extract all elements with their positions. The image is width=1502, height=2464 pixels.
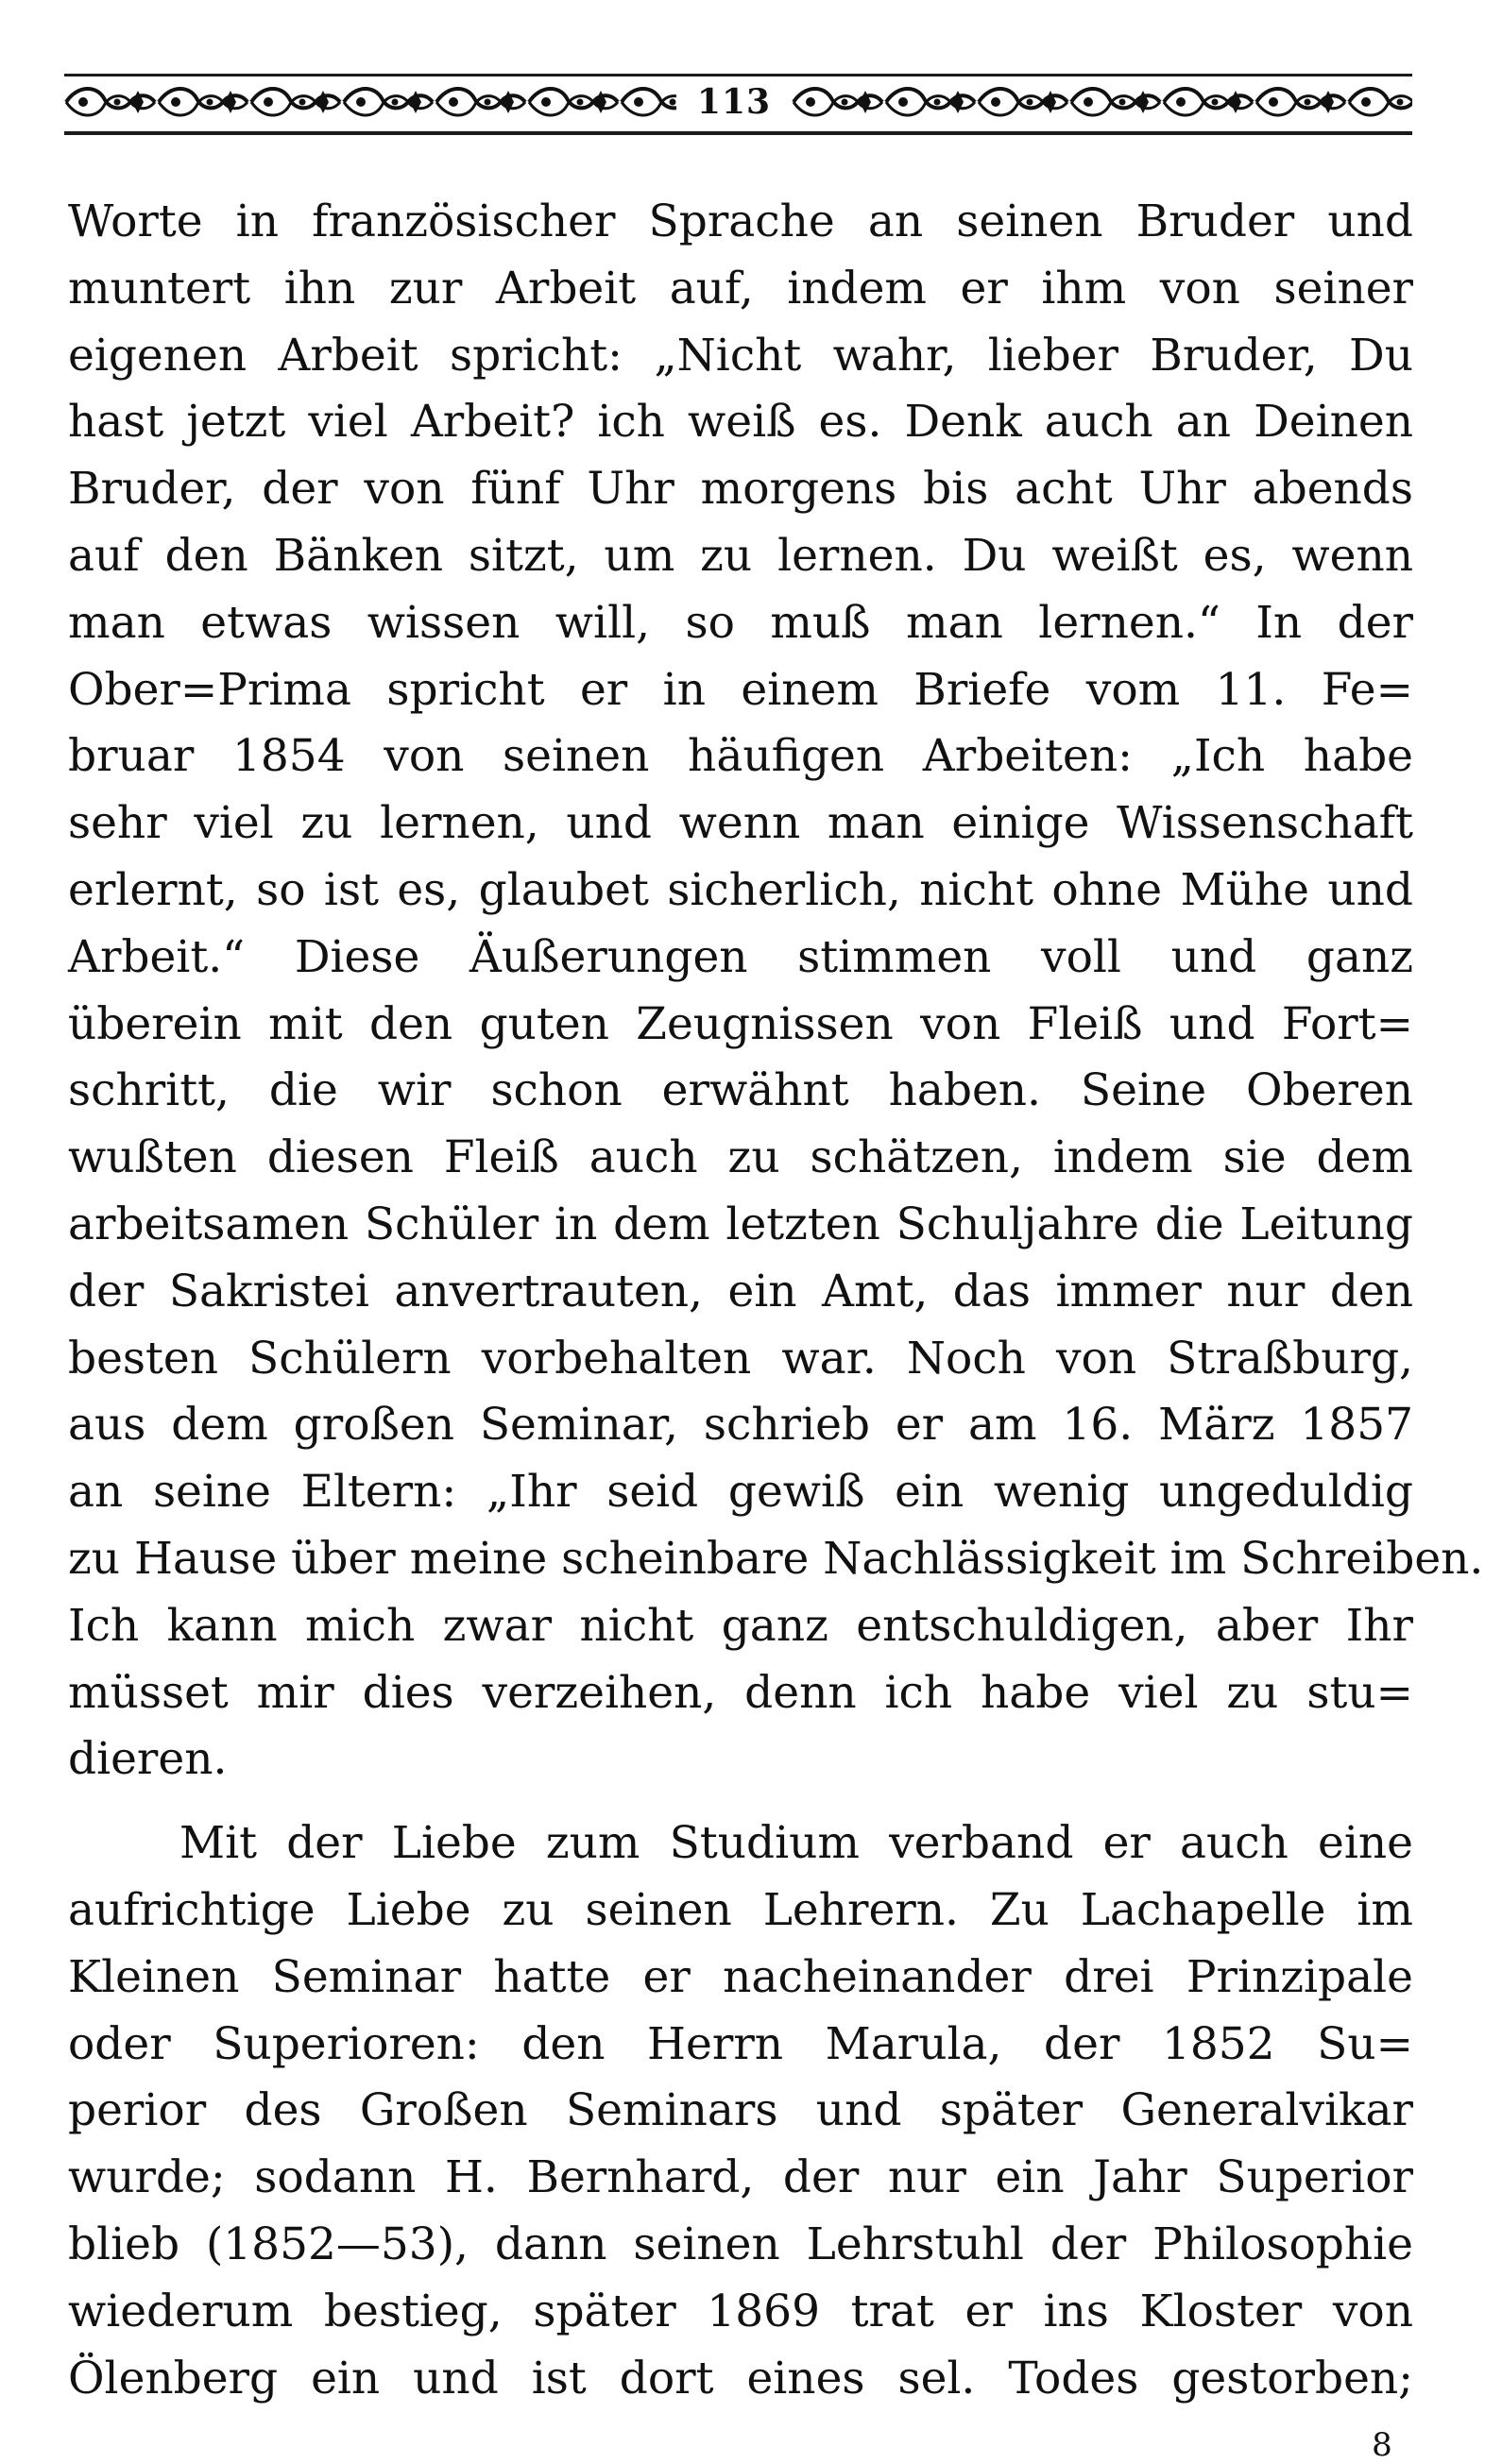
text-line: arbeitsamen Schüler in dem letzten Schuljahre die Leitung	[68, 1198, 1413, 1250]
text-line: Kleinen Seminar hatte er nacheinander drei Prinzipale	[68, 1950, 1413, 2003]
text-line: perior des Großen Seminars und später Generalvikar	[68, 2084, 1413, 2137]
text-line: Arbeit.“ Diese Äußerungen stimmen voll und ganz	[68, 930, 1413, 983]
header-top-rule	[64, 74, 1412, 76]
header-bottom-rule	[64, 131, 1412, 135]
text-line: wurde; sodann H. Bernhard, der nur ein Jahr Superior	[68, 2151, 1413, 2204]
text-line: schritt, die wir schon erwähnt haben. Seine Oberen	[68, 1064, 1413, 1117]
text-line: auf den Bänken sitzt, um zu lernen. Du weißt es, wenn	[68, 529, 1413, 582]
text-line: wußten diesen Fleiß auch zu schätzen, indem sie dem	[68, 1131, 1413, 1184]
text-line: man etwas wissen will, so muß man lernen.“ In der	[68, 596, 1413, 649]
header-ornament-right	[792, 81, 1412, 123]
text-line: blieb (1852—53), dann seinen Lehrstuhl der Philosophie	[68, 2218, 1413, 2270]
text-line: dieren.	[68, 1733, 228, 1786]
text-line: bruar 1854 von seinen häufigen Arbeiten: „Ich habe	[68, 730, 1413, 783]
text-line: aufrichtige Liebe zu seinen Lehrern. Zu Lachapelle im	[68, 1883, 1413, 1936]
text-line: Ölenberg ein und ist dort eines sel. Todes gestorben;	[68, 2352, 1413, 2405]
body-text	[68, 189, 1484, 2412]
text-line: hast jetzt viel Arbeit? ich weiß es. Denk auch an Deinen	[68, 396, 1413, 449]
text-line: der Sakristei anvertrauten, ein Amt, das immer nur den	[68, 1265, 1413, 1317]
text-line: sehr viel zu lernen, und wenn man einige Wissenschaft	[68, 797, 1413, 850]
signature-mark: 8	[1372, 2426, 1392, 2464]
text-line: müsset mir dies verzeihen, denn ich habe viel zu stu=	[68, 1666, 1413, 1719]
page-number: 113	[696, 82, 772, 122]
text-line: erlernt, so ist es, glaubet sicherlich, nicht ohne Mühe und	[68, 863, 1413, 916]
text-line: an seine Eltern: „Ihr seid gewiß ein wenig ungeduldig	[68, 1466, 1413, 1519]
header-ornament-left	[64, 81, 676, 123]
text-line: wiederum bestieg, später 1869 trat er ins Kloster von	[68, 2285, 1413, 2337]
text-line: oder Superioren: den Herrn Marula, der 1852 Su=	[68, 2017, 1413, 2070]
text-line: Worte in französischer Sprache an seinen Bruder und	[68, 195, 1413, 247]
text-line: Ober=Prima spricht er in einem Briefe vom 11. Fe=	[68, 663, 1413, 716]
text-line: eigenen Arbeit spricht: „Nicht wahr, lieber Bruder, Du	[68, 329, 1413, 382]
text-line: Ich kann mich zwar nicht ganz entschuldigen, aber Ihr	[68, 1599, 1413, 1652]
text-line: muntert ihn zur Arbeit auf, indem er ihm von seiner	[68, 262, 1413, 314]
text-line: überein mit den guten Zeugnissen von Fleiß und Fort=	[68, 997, 1413, 1050]
text-line: zu Hause über meine scheinbare Nachlässigkeit im Schreiben.	[68, 1532, 1484, 1585]
text-line: besten Schülern vorbehalten war. Noch von Straßburg,	[68, 1332, 1413, 1385]
text-line: aus dem großen Seminar, schrieb er am 16. März 1857	[68, 1399, 1413, 1452]
text-line: Mit der Liebe zum Studium verband er auch eine	[179, 1817, 1413, 1870]
text-line: Bruder, der von fünf Uhr morgens bis acht Uhr abends	[68, 463, 1413, 516]
